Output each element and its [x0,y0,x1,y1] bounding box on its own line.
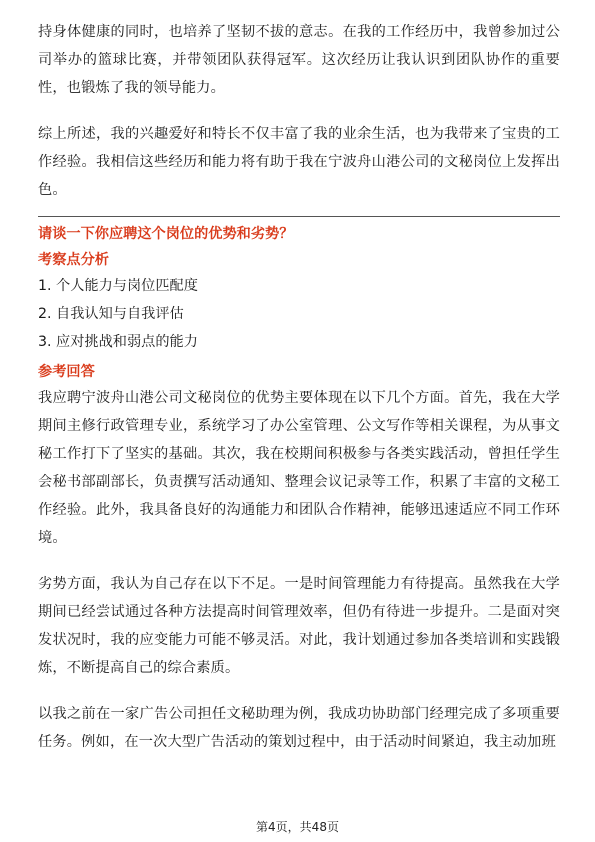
answer-paragraph: 以我之前在一家广告公司担任文秘助理为例，我成功协助部门经理完成了多项重要任务。例如，在一次大型广告活动的策划过程中，由于活动时间紧迫，我主动加班 [38,706,560,750]
answer-paragraph: 劣势方面，我认为自己存在以下不足。一是时间管理能力有待提高。虽然我在大学期间已经尝试通过各种方法提高时间管理效率，但仍有待进一步提升。二是面对突发状况时，我的应变能力可能不够灵活。对此，我计划通过参加各类培训和实践锻炼，不断提高自己的综合素质。 [38,576,560,676]
body-paragraph: 持身体健康的同时，也培养了坚韧不拔的意志。在我的工作经历中，我曾参加过公司举办的篮球比赛，并带领团队获得冠军。这次经历让我认识到团队协作的重要性，也锻炼了我的领导能力。 [38,24,560,96]
section-divider [38,216,560,217]
analysis-heading: 考察点分析 [38,252,109,268]
question-title: 请谈一下你应聘这个岗位的优势和劣势？ [38,226,294,242]
list-item: 1. 个人能力与岗位匹配度 [38,278,198,294]
body-paragraph: 综上所述，我的兴趣爱好和特长不仅丰富了我的业余生活，也为我带来了宝贵的工作经验。我相信这些经历和能力将有助于我在宁波舟山港公司的文秘岗位上发挥出色。 [38,126,560,198]
answer-paragraph: 我应聘宁波舟山港公司文秘岗位的优势主要体现在以下几个方面。首先，我在大学期间主修行政管理专业，系统学习了办公室管理、公文写作等相关课程，为从事文秘工作打下了坚实的基础。其次，我在校期间积极参与各类实践活动，曾担任学生会秘书部副部长，负责撰写活动通知、整理会议记录等工作，积累了丰富的文秘工作经验。此外，我具备良好的沟通能力和团队合作精神，能够迅速适应不同工作环境。 [38,390,560,546]
document-page [38,18,560,756]
list-item: 2. 自我认知与自我评估 [38,306,184,322]
list-item: 3. 应对挑战和弱点的能力 [38,334,198,350]
page-footer: 第4页，共48页 [256,820,339,834]
reference-heading: 参考回答 [38,364,95,380]
